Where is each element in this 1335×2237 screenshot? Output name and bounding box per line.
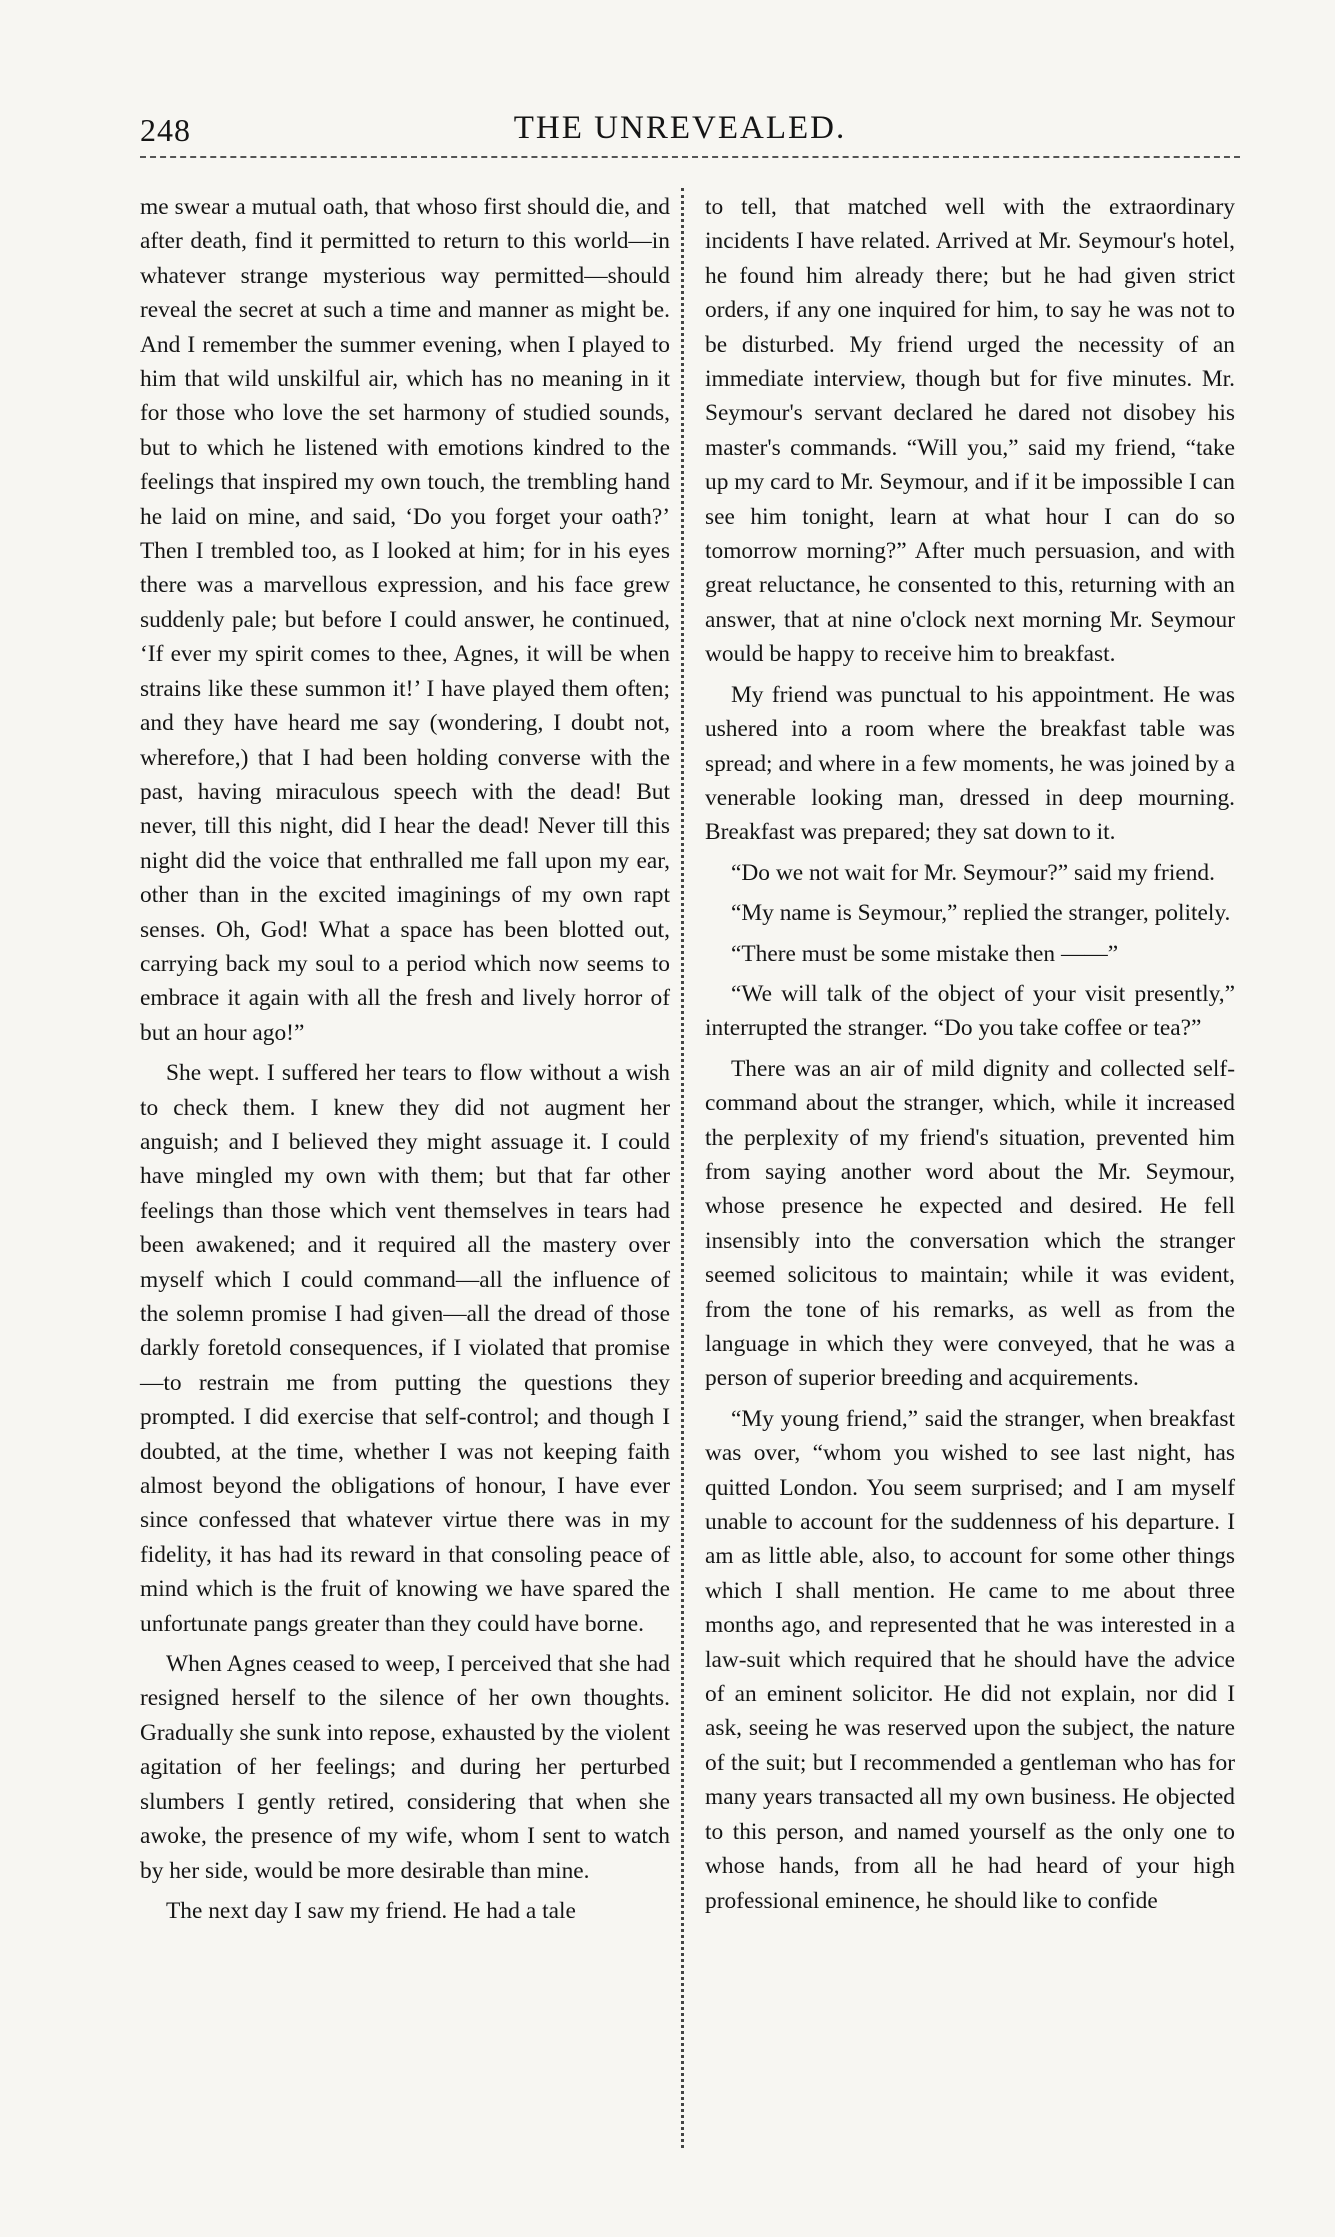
page-header xyxy=(120,106,1240,162)
paragraph: “We will talk of the object of your visit presently,” interrupted the stranger. “Do you take coffee or tea?” xyxy=(705,980,1235,1042)
paragraph: The next day I saw my friend. He had a tale xyxy=(166,1897,576,1924)
paragraph: me swear a mutual oath, that whoso first should die, and after death, find it permitted to return to this world—in whatever strange mysterious way permitted—should reveal the secret at such a time and manner as might be. And I remember the summer evening, when I played to him that wild unskilful air, which has no meaning in it for those who love the set harmony of studied sounds, but to which he listened with emotions kindred to the feelings that inspired my own touch, the trembling hand he laid on mine, and said, ‘Do you forget your oath?’ Then I trembled too, as I looked at him; for in his eyes there was a marvellous expression, and his face grew suddenly pale; but before I could answer, he continued, ‘If ever my spirit comes to thee, Agnes, it will be when strains like these summon it!’ I have played them often; and they have heard me say (wondering, I doubt not, wherefore,) that I had been holding converse with the past, having miraculous speech with the dead! But never, till this night, did I hear the dead! Never till this night did the voice that enthralled me fall upon my ear, other than in the excited imaginings of my own rapt senses. Oh, God! What a space has been blotted out, carrying back my soul to a period which now seems to embrace it again with all the fresh and lively horror of but an hour ago!” xyxy=(140,194,670,1046)
paragraph: “Do we not wait for Mr. Seymour?” said my friend. xyxy=(731,859,1215,886)
paragraph: My friend was punctual to his appointment. He was ushered into a room where the breakfast table was spread; and where in a few moments, he was joined by a venerable looking man, dressed in deep mourning. Breakfast was prepared; they sat down to it. xyxy=(705,681,1235,846)
paragraph: to tell, that matched well with the extraordinary incidents I have related. Arrived at Mr. Seymour's hotel, he found him already there; but he had given strict orders, if any one inquired for him, to say he was not to be disturbed. My friend urged the necessity of an immediate interview, though but for five minutes. Mr. Seymour's servant declared he dared not disobey his master's commands. “Will you,” said my friend, “take up my card to Mr. Seymour, and if it be impossible I can see him tonight, learn at what hour I can do so tomorrow morning?” After much persuasion, and with great reluctance, he consented to this, returning with an answer, that at nine o'clock next morning Mr. Seymour would be happy to receive him to breakfast. xyxy=(705,194,1235,668)
page-number: 248 xyxy=(140,112,191,148)
right-column xyxy=(705,190,1235,1918)
header-rule xyxy=(140,156,1240,158)
column-divider xyxy=(681,188,684,2148)
running-head: THE UNREVEALED. xyxy=(513,110,847,146)
paragraph: “My young friend,” said the stranger, when breakfast was over, “whom you wished to see last night, has quitted London. You seem surprised; and I am myself unable to account for the suddenness of his departure. I am as little able, also, to account for some other things which I shall mention. He came to me about three months ago, and represented that he was interested in a law-suit which required that he should have the advice of an eminent solicitor. He did not explain, nor did I ask, seeing he was reserved upon the subject, the nature of the suit; but I recommended a gentleman who has for many years transacted all my own business. He objected to this person, and named yourself as the only one to whose hands, from all he had heard of your high professional eminence, he should like to confide xyxy=(705,1405,1235,1914)
paragraph: When Agnes ceased to weep, I perceived that she had resigned herself to the silence of her own thoughts. Gradually she sunk into repose, exhausted by the violent agitation of her feelings; and during her perturbed slumbers I gently retired, considering that when she awoke, the presence of my wife, whom I sent to watch by her side, would be more desirable than mine. xyxy=(140,1651,670,1884)
paragraph: “There must be some mistake then ——” xyxy=(731,940,1119,967)
left-column xyxy=(140,190,670,1928)
paragraph: “My name is Seymour,” replied the stranger, politely. xyxy=(731,900,1231,927)
paragraph: There was an air of mild dignity and collected self-command about the stranger, which, while it increased the perplexity of my friend's situation, prevented him from saying another word about the Mr. Seymour, whose presence he expected and desired. He fell insensibly into the conversation which the stranger seemed solicitous to maintain; while it was evident, from the tone of his remarks, as well as from the language in which they were conveyed, that he was a person of superior breeding and acquirements. xyxy=(705,1055,1235,1392)
paragraph: She wept. I suffered her tears to flow without a wish to check them. I knew they did not augment her anguish; and I believed they might assuage it. I could have mingled my own with them; but that far other feelings than those which vent themselves in tears had been awakened; and it required all the mastery over myself which I could command—all the influence of the solemn promise I had given—all the dread of those darkly foretold consequences, if I violated that promise—to restrain me from putting the questions they prompted. I did exercise that self-control; and though I doubted, at the time, whether I was not keeping faith almost beyond the obligations of honour, I have ever since confessed that whatever virtue there was in my fidelity, it has had its reward in that consoling peace of mind which is the fruit of knowing we have spared the unfortunate pangs greater than they could have borne. xyxy=(140,1060,670,1637)
